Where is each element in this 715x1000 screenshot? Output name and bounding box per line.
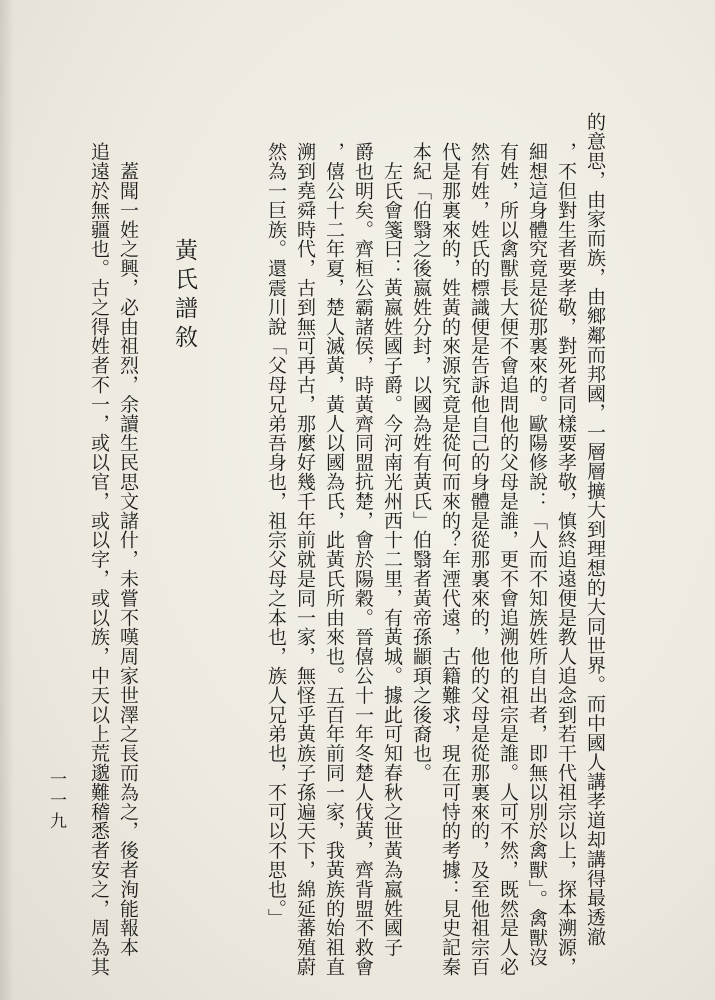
text-line-7: 本紀「伯翳之後嬴姓分封，以國為姓有黃氏」伯翳者黃帝孫顓頊之後裔也。 — [410, 142, 432, 783]
text-line-10: ，僖公十二年夏，楚人滅黃，黃人以國為氏，此黃氏所由來也。五百年前同一家，我黃族的始祖直 — [323, 142, 345, 977]
text-line-14: 追遠於無疆也。古之得姓者不一，或以官，或以字，或以族，中天以上荒邈難稽悉者安之，周為其 — [88, 142, 110, 977]
page-number: 一一九 — [46, 770, 66, 833]
text-line-13: 蓋聞一姓之興，必由祖烈，余讀生民思文諸什，未嘗不嘆周家世澤之長而為之，後者洵能報本 — [117, 142, 139, 957]
text-line-8: 左氏會箋曰：黃嬴姓國子爵。今河南光州西十二里，有黃城。據此可知春秋之世黃為嬴姓國子 — [381, 142, 403, 957]
text-line-12: 然為一巨族。還震川說「父母兄弟吾身也，祖宗父母之本也，族人兄弟也，不可以不思也。」 — [265, 142, 287, 928]
section-title: 黃氏譜敘 — [171, 238, 197, 354]
text-line-4: 有姓，所以禽獸長大便不會追問他的父母是誰，更不會追溯他的祖宗是誰。人可不然，既然是人必 — [497, 142, 519, 977]
page-edge-shadow — [0, 0, 14, 1000]
text-line-11: 溯到堯舜時代，古到無可再古，那麼好幾千年前就是同一家，無怪乎黃族子孫遍天下，綿延蕃殖蔚 — [294, 142, 316, 977]
text-line-5: 然有姓，姓氏的標識便是告訴他自己的身體是從那裏來的，他的父母是從那裏來的，及至他祖宗百 — [468, 142, 490, 977]
text-line-6: 代是那裏來的，姓黃的來源究竟是從何而來的？年湮代遠，古籍難求，現在可恃的考據：見史記秦 — [439, 142, 461, 977]
text-line-1: 的意思，由家而族，由鄉鄰而邦國，一層層擴大到理想的大同世界。而中國人講孝道却講得最透澈 — [584, 112, 606, 947]
text-line-2: ，不但對生者要孝敬，對死者同樣要孝敬，慎終追遠便是教人追念到若干代祖宗以上，探本溯源， — [555, 142, 577, 977]
text-line-3: 細想這身體究竟是從那裏來的。歐陽修說：「人而不知族姓所自出者，即無以別於禽獸」。禽獸沒 — [526, 142, 548, 967]
text-line-9: 爵也明矣。齊桓公霸諸侯，時黃齊同盟抗楚，會於陽穀。晉僖公十一年冬楚人伐黃，齊背盟不救會 — [352, 142, 374, 977]
